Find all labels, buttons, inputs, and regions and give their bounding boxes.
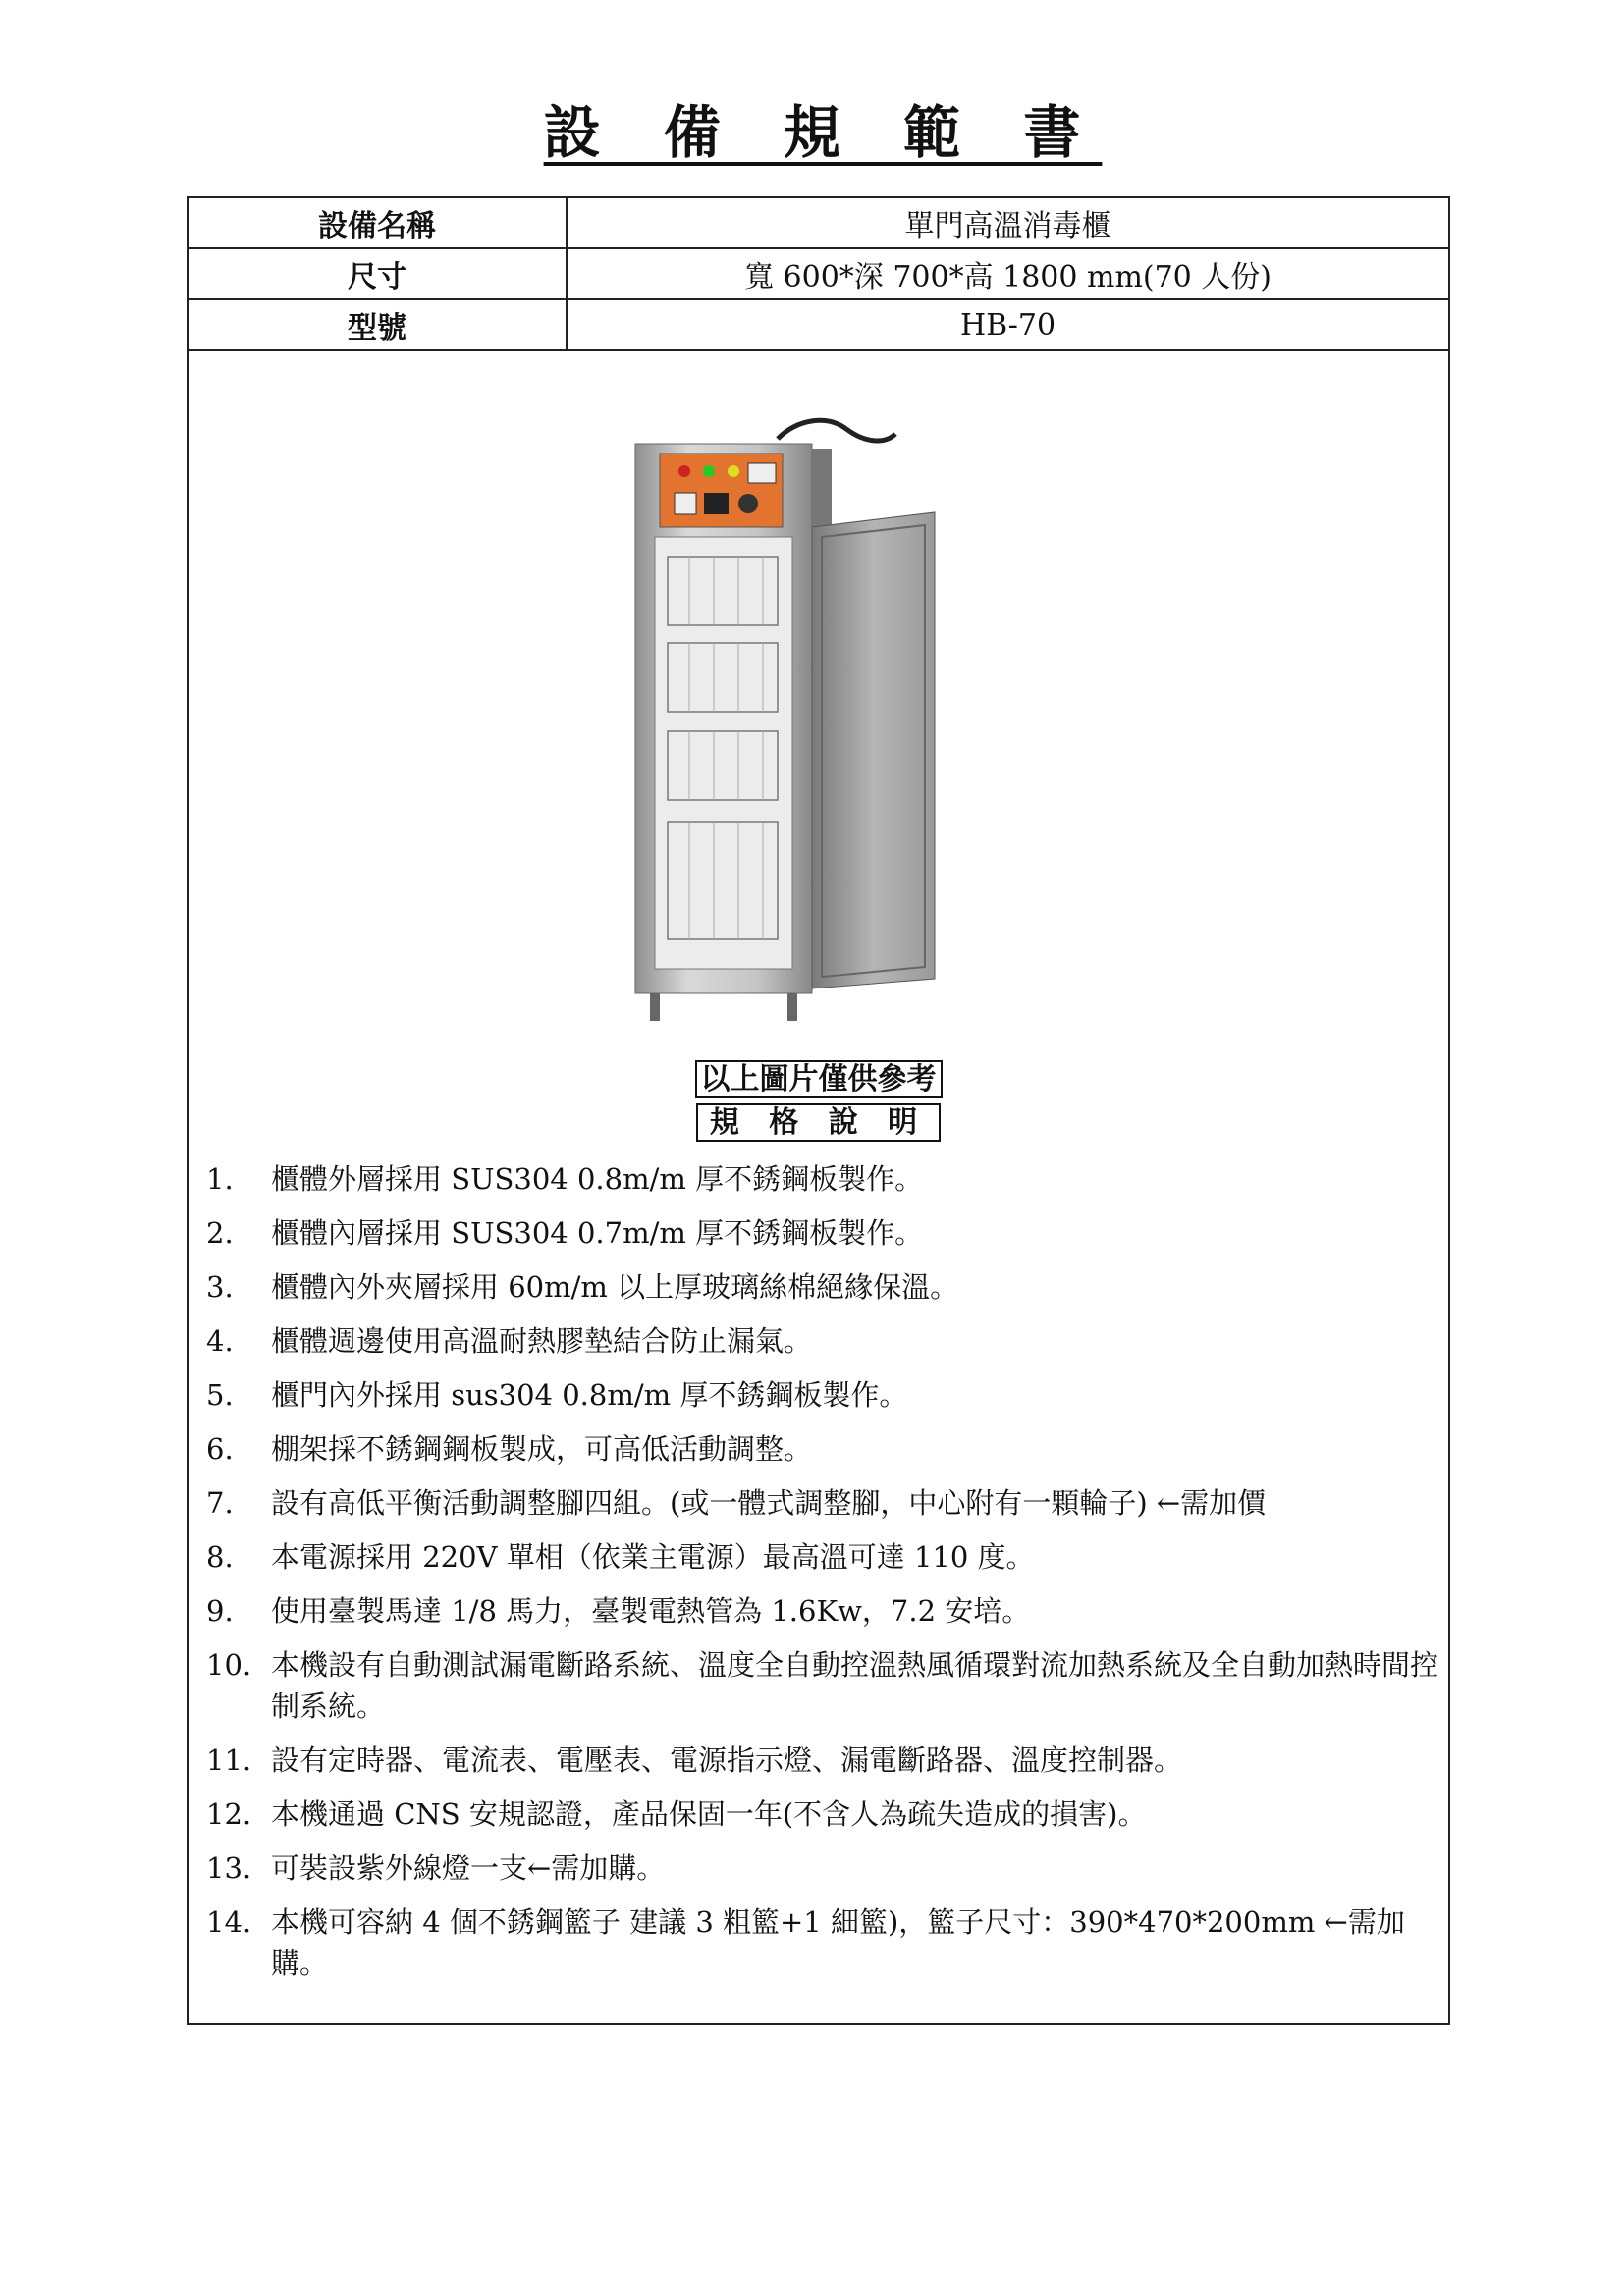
list-item: 5. 櫃門內外採用 sus304 0.8m/m 厚不銹鋼板製作。	[206, 1378, 908, 1412]
info-row-model	[189, 300, 1448, 351]
spec-heading: 規 格 說 明	[696, 1103, 941, 1142]
list-item: 8. 本電源採用 220V 單相（依業主電源）最高溫可達 110 度。	[206, 1540, 1035, 1574]
list-item: 12. 本機通過 CNS 安規認證，產品保固一年(不含人為疏失造成的損害)。	[206, 1797, 1147, 1831]
model-value: HB-70	[959, 307, 1056, 343]
list-item: 14. 本機可容納 4 個不銹鋼籃子 建議 3 粗籃+1 細籃)，籃子尺寸：390*470*200mm ←需加購。	[206, 1905, 1405, 1980]
info-row-size	[189, 249, 1448, 300]
spec-sheet-frame	[187, 196, 1450, 2025]
list-item: 10. 本機設有自動測試漏電斷路系統、溫度全自動控溫熱風循環對流加熱系統及全自動加熱時間控制系統。	[206, 1648, 1439, 1723]
list-item: 6. 棚架採不銹鋼鋼板製成，可高低活動調整。	[206, 1432, 813, 1466]
list-item: 1. 櫃體外層採用 SUS304 0.8m/m 厚不銹鋼板製作。	[206, 1162, 924, 1196]
list-item: 13. 可裝設紫外線燈一支←需加購。	[206, 1851, 666, 1885]
list-item: 7. 設有高低平衡活動調整腳四組。(或一體式調整腳，中心附有一顆輪子) ←需加價	[206, 1486, 1267, 1520]
list-item: 3. 櫃體內外夾層採用 60m/m 以上厚玻璃絲棉絕緣保溫。	[206, 1270, 959, 1304]
name-label: 設備名稱	[189, 198, 568, 247]
name-value: 單門高溫消毒櫃	[904, 209, 1111, 243]
spec-list	[206, 1158, 1438, 1997]
model-label: 型號	[189, 300, 568, 349]
document-title: 設 備 規 範 書	[543, 99, 1103, 166]
list-item: 9. 使用臺製馬達 1/8 馬力，臺製電熱管為 1.6Kw，7.2 安培。	[206, 1594, 1031, 1628]
list-item: 2. 櫃體內層採用 SUS304 0.7m/m 厚不銹鋼板製作。	[206, 1216, 924, 1250]
size-label: 尺寸	[189, 249, 568, 298]
photo-caption: 以上圖片僅供參考	[695, 1060, 943, 1098]
product-photo	[630, 400, 1023, 1028]
list-item: 11. 設有定時器、電流表、電壓表、電源指示燈、漏電斷路器、溫度控制器。	[206, 1743, 1183, 1777]
info-row-name	[189, 198, 1448, 249]
list-item: 4. 櫃體週邊使用高溫耐熱膠墊結合防止漏氣。	[206, 1324, 813, 1358]
size-value: 寬 600*深 700*高 1800 mm(70 人份)	[743, 260, 1272, 294]
